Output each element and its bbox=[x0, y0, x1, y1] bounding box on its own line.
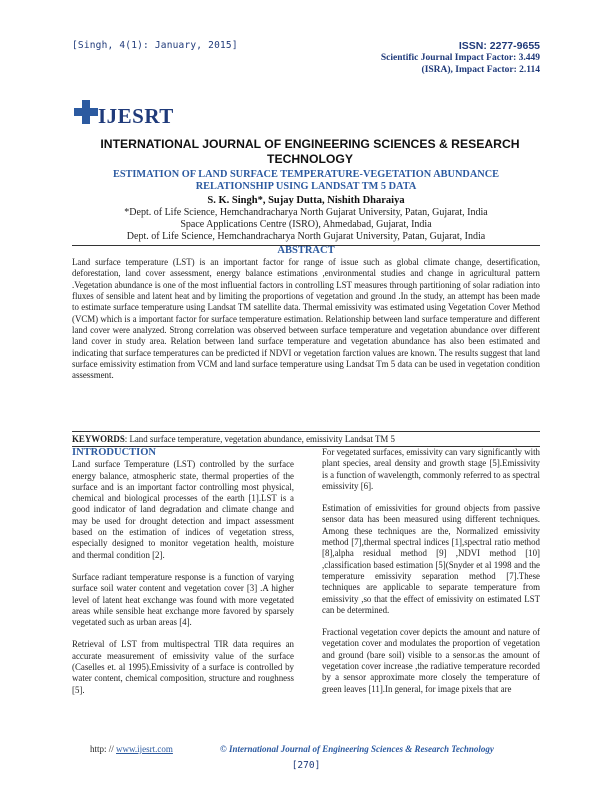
paper-title-line2: RELATIONSHIP USING LANDSAT TM 5 DATA bbox=[195, 181, 417, 192]
author-list: S. K. Singh*, Sujay Dutta, Nishith Dharaiya bbox=[207, 195, 405, 206]
body-paragraph: For vegetated surfaces, emissivity can vary significantly with plant species, areal density and growth stage [5].Emissivity is a function of wavelength, commonly referred to as spectral emissivity [6]. bbox=[322, 447, 540, 491]
logo-text: IJESRT bbox=[98, 104, 174, 128]
affiliation-1: *Dept. of Life Science, Hemchandracharya North Gujarat University, Patan, Gujarat, India bbox=[124, 207, 488, 218]
body-paragraph: Fractional vegetation cover depicts the amount and nature of vegetation cover and modulates the proportion of vegetation and ground (bare soil) visible to a sensor.as the amount of vegetation cover increase ,the radiative temperature recorded by a sensor approximate more closely the temperature of green leaves [11].In general, for image pixels that are bbox=[322, 627, 540, 694]
keywords-text: : Land surface temperature, vegetation abundance, emissivity Landsat TM 5 bbox=[124, 434, 395, 444]
paper-title bbox=[80, 169, 532, 193]
abstract-bottom-rule bbox=[72, 431, 540, 432]
keywords-label: KEYWORDS bbox=[72, 434, 125, 444]
affiliation-2: Space Applications Centre (ISRO), Ahmedabad, Gujarat, India bbox=[180, 219, 432, 230]
issn-label: ISSN: 2277-9655 bbox=[458, 40, 540, 52]
page-footer bbox=[72, 744, 540, 758]
intro-paragraph: Surface radiant temperature response is a function of varying surface soil water content and vegetation cover [3] .A higher level of latent heat exchange was found with more vegetated areas while sensible heat exchange more favored by sparsely vegetated such as urban areas [4]. bbox=[72, 571, 294, 628]
abstract-heading: ABSTRACT bbox=[277, 245, 335, 256]
impact-factor-isra: (ISRA), Impact Factor: 2.114 bbox=[421, 65, 540, 75]
page-number: [270] bbox=[291, 760, 321, 771]
right-column bbox=[322, 447, 540, 706]
paper-title-line1: ESTIMATION OF LAND SURFACE TEMPERATURE-VEGETATION ABUNDANCE bbox=[112, 169, 500, 180]
impact-factor-sjif: Scientific Journal Impact Factor: 3.449 bbox=[380, 53, 540, 63]
body-paragraph: Estimation of emissivities for ground objects from passive sensor data has been measured using different techniques. Among these techniques are the, Normalized emissivity method [7],thermal spectral indices [1],spectral ratio method [8],alpha residual method [9] ,NDVI method [10] ,classification based estimation [5](Snyder et al 1998 and the temperature emissivity separation method [7].These techniques are applicable to separate temperature from emissivity ,so that the effect of emissivity on estimated LST can be determined. bbox=[322, 503, 540, 615]
journal-title-line1: INTERNATIONAL JOURNAL OF ENGINEERING SCIENCES & RESEARCH bbox=[100, 137, 520, 151]
intro-paragraph: Retrieval of LST from multispectral TIR data requires an accurate measurement of emissivity value of the surface (Caselles et. al 1995).Emissivity of a surface is controlled by water content, chemical composition, structure and roughness [5]. bbox=[72, 639, 294, 695]
plus-cross-icon bbox=[74, 100, 98, 124]
footer-copyright: © International Journal of Engineering Sciences & Research Technology bbox=[220, 744, 494, 754]
journal-website-link[interactable]: www.ijesrt.com bbox=[116, 744, 173, 754]
journal-title-line2: TECHNOLOGY bbox=[267, 152, 353, 166]
citation-header: [Singh, 4(1): January, 2015] bbox=[72, 40, 238, 51]
affiliation-3: Dept. of Life Science, Hemchandracharya North Gujarat University, Patan, Gujarat, India bbox=[126, 231, 486, 242]
introduction-heading: INTRODUCTION bbox=[72, 447, 157, 458]
keywords bbox=[72, 434, 540, 445]
intro-paragraph: Land surface Temperature (LST) controlled by the surface energy balance, atmospheric state, thermal properties of the surface and is an important factor controlling most physical, chemical and biological processes of the earth [1].LST is a good indicator of land degradation and climate change and may be used for drought detection and impact assessment based on the estimation of indices of vegetation stress, especially designed to monitor vegetation health, moisture and thermal condition [2]. bbox=[72, 459, 294, 560]
journal-metrics bbox=[381, 40, 540, 76]
footer-url bbox=[90, 744, 173, 754]
abstract-body: Land surface temperature (LST) is an important factor for range of issue such as global climate change, desertification, deforestation, land cover assessment, energy balance estimations ,environmental studies and change in agricultural pattern .Vegetation abundance is one of the most influential factors in controlling LST measures through partitioning of solar radiation into fluxes of sensible and latent heat and by limiting the proportions of vegetation and ground .In the study, an attempt has been made to estimate surface temperature using Landsat TM satellite data. Thermal emissivity was estimated using Vegetation Cover Method (VCM) which is a important factor for surface temperature estimation. Relationship between land surface temperature and different land cover were analyzed. Strong correlation was observed between surface temperature and vegetation abundance over different land cover in study area. Relation between land surface temperature and vegetation abundance has also been estimated and indicating that surface temperatures can be predicted if NDVI or vegetation farction values are known. The results suggest that land surface emissivity estimation from VCM and land surface temperature using Landsat Tm 5 data can be used in vegetation condition assessment. bbox=[72, 257, 540, 381]
footer-url-prefix: http: // bbox=[90, 744, 117, 754]
journal-title bbox=[80, 137, 540, 167]
left-column bbox=[72, 447, 294, 707]
